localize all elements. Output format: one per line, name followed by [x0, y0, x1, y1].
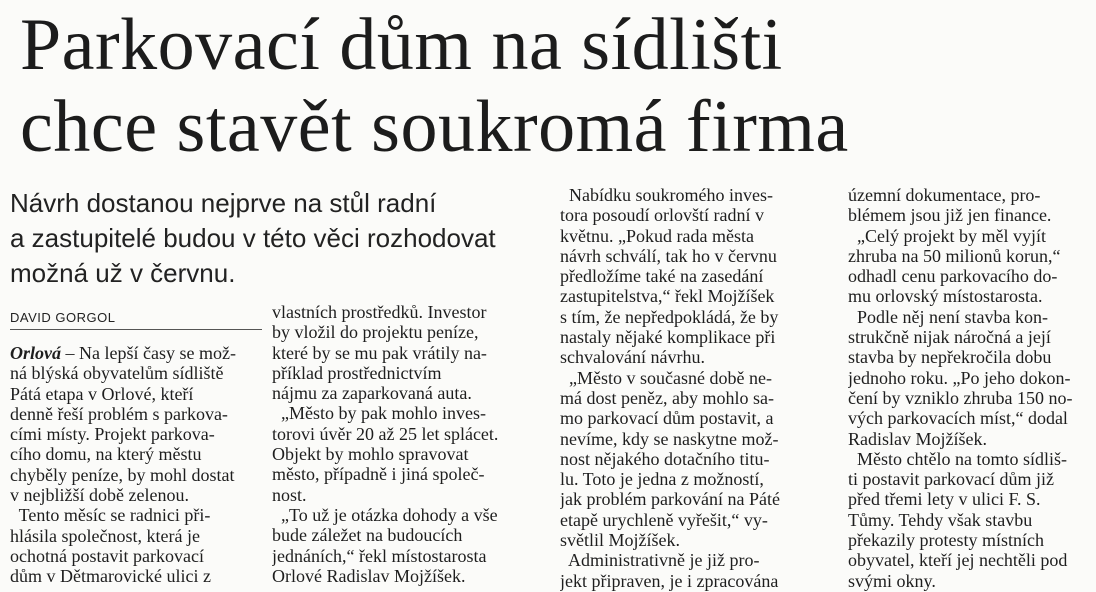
text-line: Tento měsíc se radnici při-	[10, 505, 211, 526]
text-line: ná blýská obyvatelům sídliště	[10, 363, 224, 384]
text-line: které by se mu pak vrátily na-	[272, 342, 487, 363]
text-line: příklad prostřednictvím	[272, 362, 442, 383]
lead-line: Návrh dostanou nejprve na stůl radní	[10, 188, 437, 218]
byline: DAVID GORGOL	[10, 310, 262, 330]
text-line: stavba by nepřekročila dobu	[848, 347, 1052, 368]
text-line: strukčně nijak náročná a její	[848, 327, 1051, 348]
text-line: Město chtělo na tomto sídliš-	[848, 448, 1067, 469]
text-line: před třemi lety v ulici F. S.	[848, 489, 1041, 510]
column-1	[10, 343, 262, 587]
text-line: jak problém parkování na Páté	[560, 489, 780, 510]
text-line: zastupitelstva,“ řekl Mojžíšek	[560, 286, 775, 307]
text-line: torovi úvěr 20 až 25 let splácet.	[272, 423, 499, 444]
lead-line: a zastupitelé budou v této věci rozhodovat	[10, 223, 496, 253]
text-line: by vložil do projektu peníze,	[272, 322, 479, 343]
text-line: květnu. „Pokud rada města	[560, 225, 754, 246]
text-line: lu. Toto je jedna z možností,	[560, 469, 764, 490]
dateline: Orlová	[10, 343, 61, 363]
text-line: Nabídku soukromého inves-	[560, 185, 773, 205]
column-4	[848, 185, 1094, 591]
text-line: čení by vzniklo zhruba 150 no-	[848, 387, 1073, 408]
text-line: město, případně i jiná společ-	[272, 464, 485, 485]
text-line: Pátá etapa v Orlové, kteří	[10, 383, 194, 404]
text-line: svými okny.	[848, 570, 936, 591]
text-line: ti postavit parkovací dům již	[848, 469, 1054, 490]
text-line: „Město v současné době ne-	[560, 367, 772, 388]
text-line: dům v Dětmarovické ulici z	[10, 566, 211, 587]
headline-line: chce stavět soukromá firma	[20, 86, 849, 168]
text-line: mo parkovací dům postavit, a	[560, 408, 774, 429]
text-line: Orlová – Na lepší časy se mož-	[10, 343, 236, 363]
text-line: návrh schválí, tak ho v červnu	[560, 245, 777, 266]
text-line: obyvatel, kteří jej nechtěli pod	[848, 550, 1068, 571]
text-line: „Celý projekt by měl vyjít	[848, 225, 1046, 246]
column-2	[272, 302, 538, 586]
text-line: vlastních prostředků. Investor	[272, 302, 487, 322]
text-line: Objekt by mohlo spravovat	[272, 444, 469, 465]
text-line: Radislav Mojžíšek.	[848, 428, 987, 449]
text-line: Podle něj není stavba kon-	[848, 306, 1048, 327]
lead-line: možná už v červnu.	[10, 258, 236, 288]
text-line: nost.	[272, 484, 307, 505]
text-line: jednáních,“ řekl místostarosta	[272, 545, 487, 566]
text-line: hlásila společnost, která je	[10, 525, 200, 546]
text-line: územní dokumentace, pro-	[848, 185, 1041, 205]
text-line: bude záležet na budoucích	[272, 525, 463, 546]
text-line: nastaly nějaké komplikace při	[560, 327, 776, 348]
text-line: předložíme také na zasedání	[560, 266, 764, 287]
text-line: nevíme, kdy se naskytne mož-	[560, 428, 779, 449]
text-line: Tůmy. Tehdy však stavbu	[848, 509, 1033, 530]
column-3	[560, 185, 816, 591]
text-line: nost nějakého dotačního titu-	[560, 448, 770, 469]
text-line: jekt připraven, je i zpracována	[560, 570, 779, 591]
text-line: schvalování návrhu.	[560, 347, 705, 368]
text-line: v nejbližší době zelenou.	[10, 485, 189, 506]
text-line: mu orlovský místostarosta.	[848, 286, 1043, 307]
article-headline	[20, 4, 1090, 168]
text-line: jednoho roku. „Po jeho dokon-	[848, 367, 1071, 388]
text-line: tora posoudí orlovští radní v	[560, 205, 764, 226]
text-line: „Město by pak mohlo inves-	[272, 403, 486, 424]
text-line: cího domu, na který městu	[10, 444, 202, 465]
text-line: Orlové Radislav Mojžíšek.	[272, 565, 466, 586]
article-lead	[10, 186, 550, 291]
text-line: etapě urychleně vyřešit,“ vy-	[560, 509, 768, 530]
text-line: s tím, že nepředpokládá, že by	[560, 306, 779, 327]
text-line: denně řeší problém s parkova-	[10, 403, 228, 424]
text-line: vých parkovacích míst,“ dodal	[848, 408, 1068, 429]
text-line: překazily protesty místních	[848, 530, 1044, 551]
text-line: má dost peněz, aby mohlo sa-	[560, 387, 774, 408]
text-line: odhadl cenu parkovacího do-	[848, 266, 1058, 287]
text-line: ochotná postavit parkovací	[10, 545, 204, 566]
text-line: blémem jsou již jen finance.	[848, 205, 1052, 226]
text-line: chyběly peníze, by mohl dostat	[10, 464, 235, 485]
headline-line: Parkovací dům na sídlišti	[20, 4, 783, 86]
text-line: světlil Mojžíšek.	[560, 530, 680, 551]
text-line: Administrativně je již pro-	[560, 550, 760, 571]
text-line: cími místy. Projekt parkova-	[10, 424, 215, 445]
text-line: „To už je otázka dohody a vše	[272, 504, 498, 525]
text-line: nájmu za zaparkovaná auta.	[272, 383, 472, 404]
text-line: zhruba na 50 milionů korun,“	[848, 245, 1061, 266]
